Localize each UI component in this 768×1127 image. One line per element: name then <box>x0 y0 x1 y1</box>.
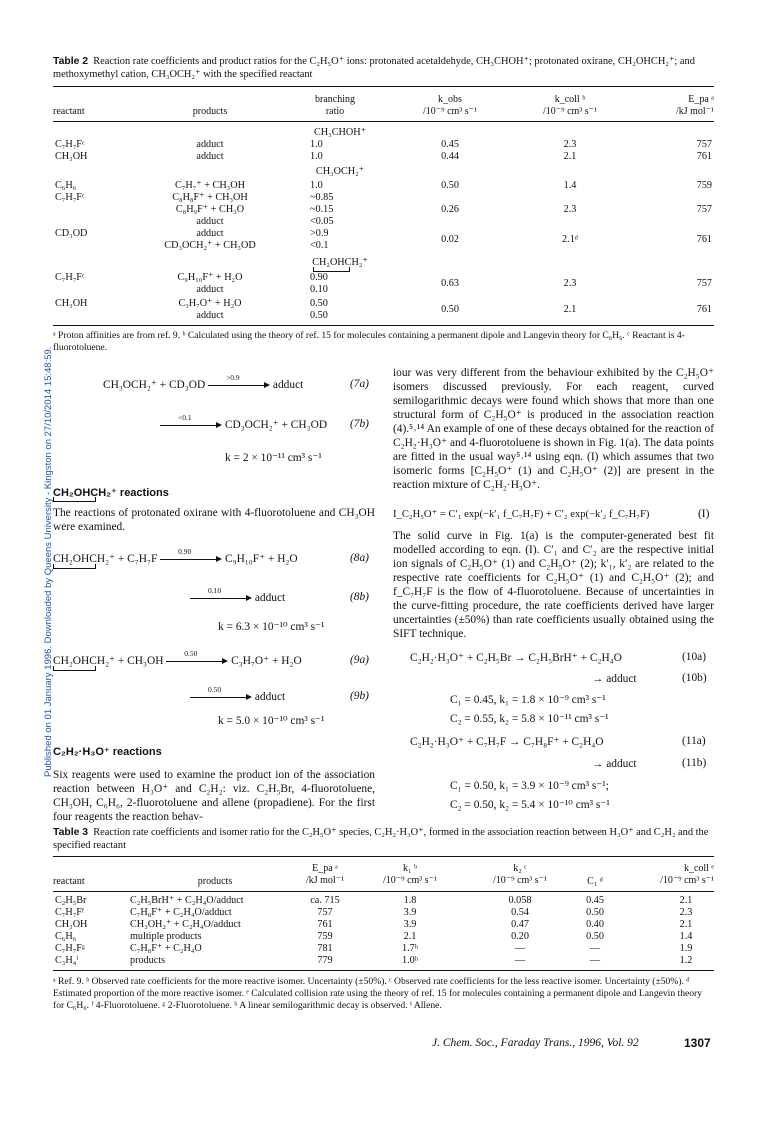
eq7a-ratio: >0.9 <box>226 373 240 383</box>
t2-cell: CH₃OH <box>55 151 88 162</box>
t2-cell: 0.50 <box>310 310 328 321</box>
t3-cell-products: C₇H₈F⁺ + C₂H₄O/adduct <box>130 907 232 918</box>
t3-h-k1: k₁ ᵇ <box>402 863 418 874</box>
eq7b-ratio: <0.1 <box>178 413 192 423</box>
t3-cell-k1: 2.1 <box>403 931 417 942</box>
table3-caption-text: Reaction rate coefficients and isomer ratio for the C₂H₅O⁺ species, C₂H₂·H₃O⁺, formed in the association reaction between H₃O⁺ and C₂H₂ and the specified reactant <box>53 827 709 851</box>
t2-group-label: CH₂OHCH₂⁺ <box>312 257 368 268</box>
t2-h-kobs: k_obs <box>438 94 462 105</box>
t3-cell-reactant: CH₃OH <box>55 919 88 930</box>
table2-caption <box>53 55 715 81</box>
t3-cell-k1: 3.9 <box>403 919 417 930</box>
t3-cell-k2: 0.20 <box>511 931 529 942</box>
t2-cell: adduct <box>196 228 224 239</box>
eq8a-rhs: C₉H₁₀F⁺ + H₂O <box>225 553 298 565</box>
t3-h-k1-units: /10⁻⁹ cm³ s⁻¹ <box>383 875 437 886</box>
t3-cell-k1: 1.8 <box>403 895 417 906</box>
t2-cell: C₆H₆ <box>55 180 77 191</box>
t2-h-reactant: reactant <box>53 106 85 117</box>
t2-cell: 2.3 <box>563 204 577 215</box>
t2-cell: adduct <box>196 284 224 295</box>
eq9a-rhs: C₃H₇O⁺ + H₂O <box>231 655 302 667</box>
arrow <box>166 649 228 665</box>
eq-I: I_C₂H₅O⁺ = C′₁ exp(−k′₁ f_C₇H₇F) + C′₂ exp(−k′₂ f_C₇H₇F) <box>393 509 650 520</box>
t3-h-reactant: reactant <box>53 876 85 887</box>
eq10a: C₂H₂·H₃O⁺ + C₂H₅Br → C₂H₅BrH⁺ + C₂H₄O <box>410 652 622 664</box>
table3-label: Table 3 <box>53 827 89 838</box>
t2-cell: 0.10 <box>310 284 328 295</box>
t3-h-kcoll-units: /10⁻⁹ cm³ s⁻¹ <box>660 875 714 886</box>
t2-cell: 2.3 <box>563 139 577 150</box>
t2-cell: 1.0 <box>310 151 323 162</box>
t3-cell-products: CH₃OH₂⁺ + C₂H₄O/adduct <box>130 919 241 930</box>
eq11a: C₂H₂·H₃O⁺ + C₇H₇F → C₇H₈F⁺ + C₂H₄O <box>410 736 604 748</box>
t3-h-kcoll: k_coll ᵉ <box>683 863 714 874</box>
t2-cell: 0.44 <box>441 151 459 162</box>
t2-cell: ~0.85 <box>310 192 334 203</box>
t2-cell: C₈H₈F⁺ + CH₃OH <box>172 192 248 203</box>
t2-h-branching: branching <box>315 94 355 105</box>
t2-h-ratio: ratio <box>325 106 345 117</box>
t3-h-epa: E_pa ᵃ <box>312 863 338 874</box>
table3-caption <box>53 826 715 852</box>
ring-bracket <box>53 497 96 502</box>
t2-h-epa-units: /kJ mol⁻¹ <box>675 106 714 117</box>
paragraph: The reactions of protonated oxirane with 4-fluorotoluene and CH₃OH were examined. <box>53 507 375 533</box>
eq11b-number: (11b) <box>682 757 707 769</box>
t3-cell-c1: 0.45 <box>586 895 604 906</box>
t2-cell: CH₃OH <box>55 298 88 309</box>
t2-cell: 757 <box>696 139 712 150</box>
eq10-constants-1: C₁ = 0.45, k₁ = 1.8 × 10⁻⁹ cm³ s⁻¹ <box>450 694 606 706</box>
t2-cell: 0.50 <box>441 304 459 315</box>
t3-cell-k2: 0.058 <box>508 895 532 906</box>
t3-cell-kcoll: 1.4 <box>679 931 693 942</box>
eq9b-number: (9b) <box>350 690 369 702</box>
t2-h-kobs-units: /10⁻⁹ cm³ s⁻¹ <box>423 106 477 117</box>
eq8b-rhs: adduct <box>254 592 286 604</box>
paragraph: The solid curve in Fig. 1(a) is the computer-generated best fit modelled according to eqn. (I). C′₁ and C′₂ are the respective initial ion signals of C₂H₅O⁺ (1) and C₂H₅O⁺ (2); k′₁, k′₂ are related to the respective rate coefficients for C₂H₅O⁺ (1) and C₂H₅O⁺ (2); and f_C₇H₇F is the flow of 4-fluorotoluene. Because of uncertainties in the curve-fitting procedure, the rate coefficients derived have larger uncertainties (±50%) than rate coefficients usually obtained using the SIFT technique. <box>393 530 714 640</box>
t3-cell-k2: 0.47 <box>511 919 529 930</box>
t2-cell: 761 <box>696 304 712 315</box>
t3-h-k2-units: /10⁻⁹ cm³ s⁻¹ <box>493 875 547 886</box>
t3-cell-k2: — <box>514 955 526 966</box>
t3-h-epa-units: /kJ mol⁻¹ <box>305 875 344 886</box>
t3-h-c1: C₁ ᵈ <box>587 876 603 887</box>
eq8a-lhs: CH₂OHCH₂⁺ + C₇H₇F <box>53 553 158 565</box>
t2-cell: 0.63 <box>441 278 459 289</box>
k9-value: k = 5.0 × 10⁻¹⁰ cm³ s⁻¹ <box>218 715 325 727</box>
eq8b <box>190 586 286 605</box>
t3-cell-kcoll: 1.2 <box>679 955 693 966</box>
t2-h-kcoll: k_coll ᵇ <box>554 94 586 105</box>
section-heading-oxirane: CH₂OHCH₂⁺ reactions <box>53 487 169 499</box>
table2-header-rule <box>53 121 714 122</box>
t3-cell-reactant: C₆H₆ <box>55 931 77 942</box>
t2-cell: 757 <box>696 278 712 289</box>
table3-header-rule <box>53 891 714 892</box>
eq9b-ratio: 0.50 <box>208 685 222 695</box>
t2-cell: 0.50 <box>441 180 459 191</box>
t2-cell: C₈H₉F⁺ + CH₃O <box>175 204 245 215</box>
eq11-constants-2: C₂ = 0.50, k₂ = 5.4 × 10⁻¹⁰ cm³ s⁻¹ <box>450 799 610 811</box>
t2-cell: C₇H₇Fᶜ <box>55 139 85 150</box>
t3-cell-products: multiple products <box>130 931 202 942</box>
t2-cell: 0.45 <box>441 139 459 150</box>
t3-cell-c1: — <box>589 943 601 954</box>
eq-I-number: (I) <box>698 508 710 520</box>
t2-cell: 0.90 <box>310 272 328 283</box>
t3-cell-epa: 761 <box>317 919 333 930</box>
eq8b-number: (8b) <box>350 591 369 603</box>
eq8a-ratio: 0.90 <box>178 547 192 557</box>
eq9b <box>190 685 286 704</box>
t3-cell-reactant: C₂H₅Br <box>55 895 87 906</box>
t3-cell-epa: 759 <box>317 931 333 942</box>
t2-cell: CD₃OCH₂⁺ + CH₃OD <box>164 240 256 251</box>
t2-cell: 761 <box>696 234 712 245</box>
ring-bracket <box>53 564 96 569</box>
download-notice: Published on 01 January 1996. Downloaded by Queens University - Kingston on 27/10/2014 15:48:59. <box>43 346 54 777</box>
table3-bottom-rule <box>53 970 714 971</box>
t3-cell-kcoll: 1.9 <box>679 943 693 954</box>
t2-cell: 0.50 <box>310 298 328 309</box>
t2-cell: 0.02 <box>441 234 459 245</box>
t3-cell-epa: 781 <box>317 943 333 954</box>
t3-cell-k1: 3.9 <box>403 907 417 918</box>
t2-cell: CD₃OD <box>55 228 88 239</box>
t2-cell: adduct <box>196 310 224 321</box>
t2-cell: C₇H₇Fᶜ <box>55 192 85 203</box>
t2-cell: 0.26 <box>441 204 459 215</box>
t2-cell: C₃H₇O⁺ + H₂O <box>178 298 242 309</box>
table2-footnote: ᵃ Proton affinities are from ref. 9. ᵇ Calculated using the theory of ref. 15 for molecules containing a permanent dipole and Langevin theory for C₆H₆. ᶜ Reactant is 4-fluorotoluene. <box>53 330 685 353</box>
t3-cell-products: C₇H₈F⁺ + C₂H₄O <box>130 943 202 954</box>
table3-footnote: ᵃ Ref. 9. ᵇ Observed rate coefficients for the more reactive isomer. Uncertainty (±50%). ᶜ Observed rate coefficients for the less reactive isomer. Uncertainty (±50%). ᵈ Estimated proportion of the more reactive isomer. ᵉ Calculated collision rate using the theory of ref. 15 for molecules containing a permanent dipole and Langevin theory for C₆H₆. ᶠ 4-Fluorotoluene. ᵍ 2-Fluorotoluene. ʰ A linear semilogarithmic decay is observed. ⁱ Allene. <box>53 976 703 1011</box>
table2-caption-text: Reaction rate coefficients and product ratios for the C₂H₅O⁺ ions: protonated acetaldehyde, CH₃CHOH⁺; protonated oxirane, CH₂OHCH₂⁺; and methoxymethyl cation, CH₃OCH₂⁺ with the specified reactant <box>53 56 695 80</box>
arrow <box>190 586 252 602</box>
t2-cell: 1.4 <box>563 180 577 191</box>
t2-cell: 2.3 <box>563 278 577 289</box>
eq9a-number: (9a) <box>350 654 369 666</box>
t3-cell-epa: ca. 715 <box>310 895 340 906</box>
t3-cell-c1: 0.50 <box>586 931 604 942</box>
t3-h-k2: k₂ ᶜ <box>513 863 527 874</box>
eq7b <box>160 413 328 432</box>
t2-cell: adduct <box>196 139 224 150</box>
eq11a-number: (11a) <box>682 735 706 747</box>
t3-cell-c1: 0.40 <box>586 919 604 930</box>
eq10b: → adduct <box>592 673 637 685</box>
paragraph: iour was very different from the behaviour exhibited by the C₂H₅O⁺ isomers discussed previously. For each reagent, curved semilogarithmic decays were found which shows that more than one structural form of C₂H₅O⁺ is produced in the association reaction (4).⁵˒¹⁴ An example of one of these decays obtained for the reaction of C₂H₂·H₃O⁺ and 4-fluorotoluene is shown in Fig. 1(a). The data points are fitted in the usual way⁵˒¹⁴ using eqn. (I) which assumes that two isomeric forms [C₂H₅O⁺ (1) and C₂H₅O⁺ (2)] are present in the reaction mixture of C₂H₂·H₃O⁺. <box>393 367 714 491</box>
eq9a-ratio: 0.50 <box>184 649 198 659</box>
journal-citation: J. Chem. Soc., Faraday Trans., 1996, Vol. 92 <box>432 1037 639 1049</box>
eq7a-rhs: adduct <box>272 379 304 391</box>
eq8a-number: (8a) <box>350 552 369 564</box>
t2-cell: C₇H₇Fᶜ <box>55 272 85 283</box>
t2-h-epa: E_pa ᵃ <box>688 94 714 105</box>
t2-cell: C₉H₁₀F⁺ + H₂O <box>177 272 243 283</box>
eq9a-lhs: CH₂OHCH₂⁺ + CH₃OH <box>53 655 164 667</box>
t3-cell-products: products <box>130 955 166 966</box>
paragraph: Six reagents were used to examine the product ion of the association reaction between H₃O⁺ and C₂H₂: viz. C₂H₅Br, 4-fluorotoluene, CH₃OH, C₆H₆, 2-fluorotoluene and allene (propadiene). For the first four reagents the reaction behav- <box>53 769 375 823</box>
t3-cell-epa: 779 <box>317 955 333 966</box>
t2-cell: 1.0 <box>310 139 323 150</box>
eq7a-lhs: CH₃OCH₂⁺ + CD₃OD <box>103 379 206 391</box>
arrow <box>160 413 222 429</box>
t3-cell-products: C₂H₅BrH⁺ + C₂H₄O/adduct <box>130 895 244 906</box>
t3-cell-k2: 0.54 <box>511 907 529 918</box>
t2-cell: 2.1ᵈ <box>562 234 578 245</box>
eq7a-number: (7a) <box>350 378 369 390</box>
arrow <box>208 373 270 389</box>
eq11b: → adduct <box>592 758 637 770</box>
eq10-constants-2: C₂ = 0.55, k₂ = 5.8 × 10⁻¹¹ cm³ s⁻¹ <box>450 713 609 725</box>
t3-cell-c1: — <box>589 955 601 966</box>
table2-label: Table 2 <box>53 56 89 67</box>
t2-h-kcoll-units: /10⁻⁹ cm³ s⁻¹ <box>543 106 597 117</box>
eq8b-ratio: 0.10 <box>208 586 222 596</box>
t2-cell: 757 <box>696 204 712 215</box>
t2-cell: 2.1 <box>563 304 577 315</box>
t2-cell: 761 <box>696 151 712 162</box>
t3-cell-epa: 757 <box>317 907 333 918</box>
t2-cell: C₇H₇⁺ + CH₃OH <box>175 180 245 191</box>
t3-cell-reactant: C₇H₇Fᶠ <box>55 907 85 918</box>
t2-cell: adduct <box>196 216 224 227</box>
t3-cell-kcoll: 2.3 <box>679 907 693 918</box>
eq10b-number: (10b) <box>682 672 707 684</box>
eq10a-number: (10a) <box>682 651 707 663</box>
table2-bottom-rule <box>53 325 714 326</box>
t2-cell: 2.1 <box>563 151 577 162</box>
eq7b-number: (7b) <box>350 418 369 430</box>
table3-top-rule <box>53 856 714 857</box>
t3-cell-kcoll: 2.1 <box>679 919 693 930</box>
k8-value: k = 6.3 × 10⁻¹⁰ cm³ s⁻¹ <box>218 621 325 633</box>
ring-bracket <box>53 666 96 671</box>
k7-value: k = 2 × 10⁻¹¹ cm³ s⁻¹ <box>225 452 322 464</box>
t2-h-products: products <box>192 106 228 117</box>
t3-cell-kcoll: 2.1 <box>679 895 693 906</box>
eq11-constants-1: C₁ = 0.50, k₁ = 3.9 × 10⁻⁹ cm³ s⁻¹; <box>450 780 609 792</box>
eq9b-rhs: adduct <box>254 691 286 703</box>
t3-cell-reactant: C₃H₄ⁱ <box>55 955 79 966</box>
t3-cell-c1: 0.50 <box>586 907 604 918</box>
t2-cell: >0.9 <box>310 228 329 239</box>
t2-cell: <0.1 <box>310 240 329 251</box>
t2-cell: adduct <box>196 151 224 162</box>
t2-group-label: CH₃CHOH⁺ <box>314 127 366 138</box>
arrow <box>160 547 222 563</box>
table2-top-rule <box>53 86 714 87</box>
eq7a <box>103 373 304 392</box>
t2-group-label: CH₃OCH₂⁺ <box>315 166 365 177</box>
t2-cell: <0.05 <box>310 216 334 227</box>
t3-cell-reactant: C₇H₇Fᵍ <box>55 943 85 954</box>
arrow <box>190 685 252 701</box>
t3-cell-k1: 1.0ʰ <box>401 955 418 966</box>
eq7b-rhs: CD₃OCH₂⁺ + CH₃OD <box>224 419 328 431</box>
t2-cell: ~0.15 <box>310 204 334 215</box>
section-heading-c2h2-h3o: C₂H₂·H₃O⁺ reactions <box>53 746 162 758</box>
t2-cell: 1.0 <box>310 180 323 191</box>
t3-h-products: products <box>197 876 233 887</box>
t2-cell: 759 <box>696 180 712 191</box>
t3-cell-k2: — <box>514 943 526 954</box>
page-number: 1307 <box>684 1036 711 1050</box>
t3-cell-k1: 1.7ʰ <box>401 943 418 954</box>
